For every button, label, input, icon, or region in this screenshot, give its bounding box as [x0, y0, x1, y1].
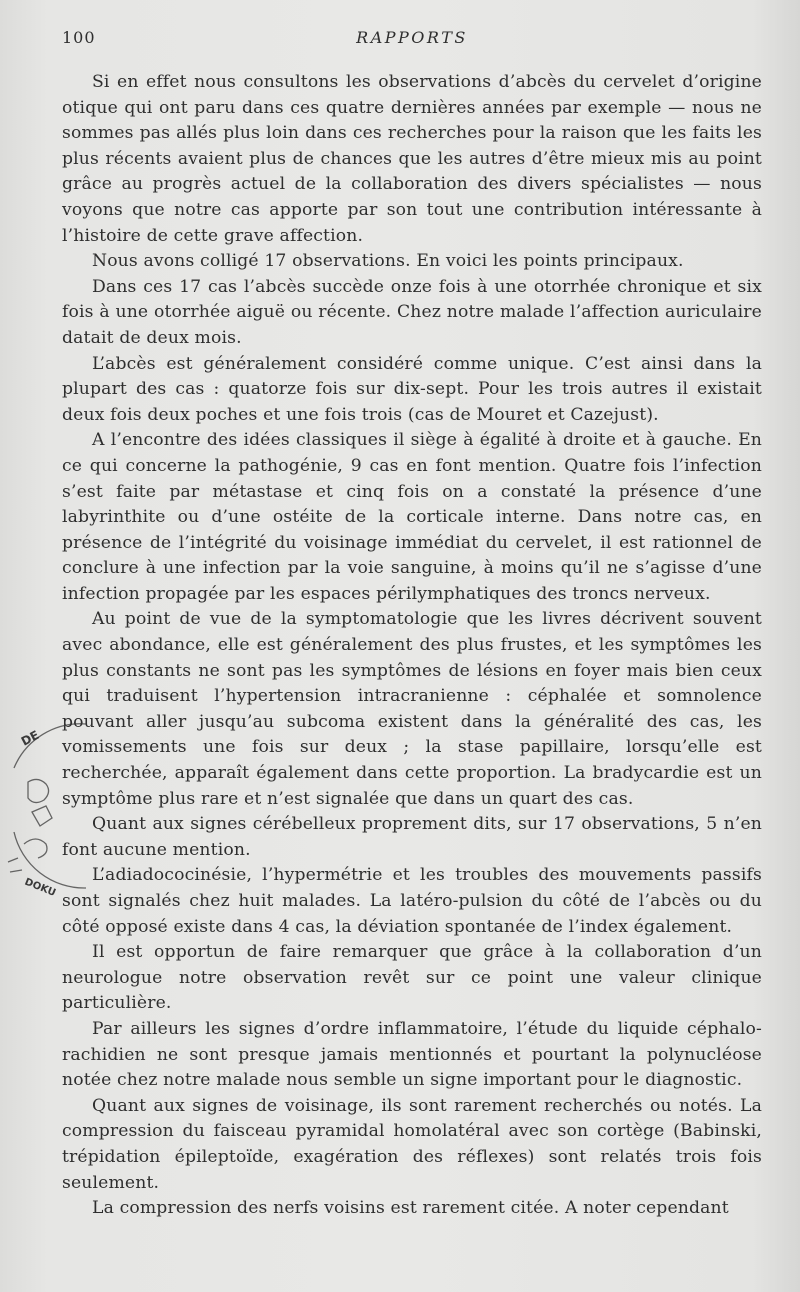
- header-title: RAPPORTS: [356, 28, 468, 47]
- running-head: [62, 28, 762, 52]
- paragraph-abscess-unique: L’abcès est généralement considéré comme unique. C’est ainsi dans la plupart des cas : quatorze fois sur dix-sept. Pour les trois autres il existait deux fois deux poches et une fois trois (cas de Mouret et Cazejust).: [62, 353, 762, 425]
- page-number: 100: [62, 28, 96, 47]
- paragraph-intro: Si en effet nous consultons les observations d’abcès du cervelet d’origine otique qui ont paru dans ces quatre dernières années par exemple — nous ne sommes pas allés plus loin dans ces recherches pour la raison que les faits les plus récents avaient plus de chances que les autres d’être mieux mis au point grâce au progrès actuel de la collaboration des divers spécialistes — nous voyons que notre cas apporte par son tout une contribution intéressante à l’histoire de cette grave affection.: [62, 72, 762, 246]
- paragraph-inflammatory-signs: Par ailleurs les signes d’ordre inflammatoire, l’étude du liquide céphalo-rachidien ne sont presque jamais mentionnés et pourtant la polynucléose notée chez notre malade nous semble un signe important pour le diagnostic.: [62, 1018, 762, 1091]
- stamp-text-bottom: DOKU: [22, 876, 58, 899]
- paragraph-observations: Nous avons colligé 17 observations. En voici les points principaux.: [92, 251, 684, 272]
- paragraph-nerve-compression: La compression des nerfs voisins est rarement citée. A noter cependant: [92, 1198, 729, 1219]
- paragraph-cerebellar-signs: Quant aux signes cérébelleux proprement dits, sur 17 observations, 5 n’en font aucune mention.: [62, 814, 762, 860]
- paragraph-neighbourhood-signs: Quant aux signes de voisinage, ils sont rarement recherchés ou notés. La compression du faisceau pyramidal homolatéral avec son cortège (Babinski, trépidation épileptoïde, exagération des réflexes) sont relatés trois fois seulement.: [62, 1095, 762, 1193]
- paragraph-pathogenesis: A l’encontre des idées classiques il siège à égalité à droite et à gauche. En ce qui concerne la pathogénie, 9 cas en font mention. Quatre fois l’infection s’est faite par métastase et cinq fois on a constaté la présence d’une labyrinthite ou d’une ostéite de la corticale interne. Dans notre cas, en présence de l’intégrité du voisinage immédiat du cervelet, il est rationnel de conclure à une infection par la voie sanguine, à moins qu’il ne s’agisse d’une infection propagée par les espaces périlymphatiques des troncs nerveux.: [62, 430, 762, 604]
- body-text: [62, 70, 762, 1222]
- library-stamp: [2, 712, 98, 900]
- paragraph-adiadococinesia: L’adiadococinésie, l’hypermétrie et les troubles des mouvements passifs sont signalés chez huit malades. La latéro-pulsion du côté de l’abcès ou du côté opposé existe dans 4 cas, la déviation spontanée de l’index également.: [62, 865, 762, 937]
- stamp-text-top: DE: [18, 727, 42, 749]
- paragraph-otorrhea: Dans ces 17 cas l’abcès succède onze fois à une otorrhée chronique et six fois à une otorrhée aiguë ou récente. Chez notre malade l’affection auriculaire datait de deux mois.: [62, 276, 762, 348]
- paragraph-neurologist: Il est opportun de faire remarquer que grâce à la collaboration d’un neurologue notre observation revêt sur ce point une valeur clinique particulière.: [62, 942, 762, 1014]
- paragraph-symptomatology: Au point de vue de la symptomatologie que les livres décrivent souvent avec abondance, elle est généralement des plus frustes, et les symptômes les plus constants ne sont pas les symptômes de lésions en foyer mais bien ceux qui traduisent l’hypertension intracranienne : céphalée et somnolence pouvant aller jusqu’au subcoma existent dans la généralité des cas, les vomissements une fois sur deux ; la stase papillaire, lorsqu’elle est recherchée, apparaît également dans cette proportion. La bradycardie est un symptôme plus rare et n’est signalée que dans un quart des cas.: [62, 609, 762, 809]
